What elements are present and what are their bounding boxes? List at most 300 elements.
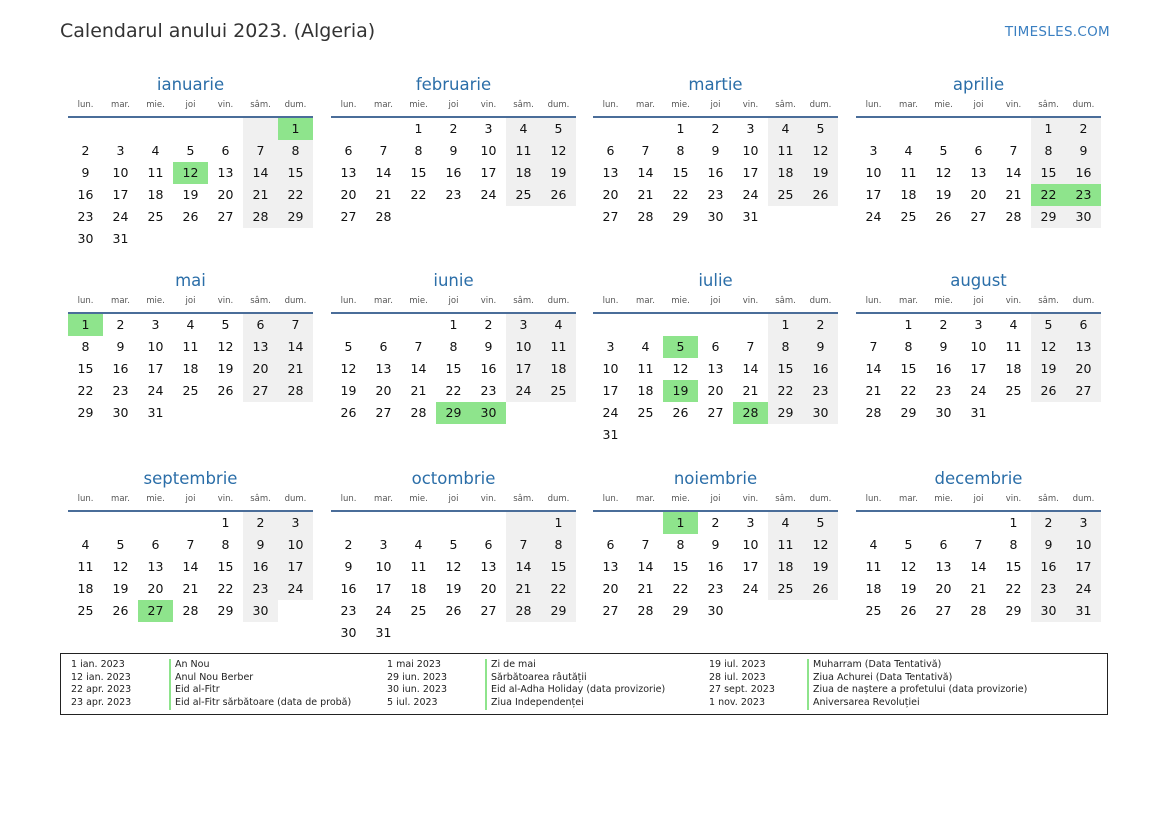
empty-cell — [593, 512, 628, 534]
holiday-day-cell: 1 — [278, 118, 313, 140]
day-cell: 4 — [768, 512, 803, 534]
empty-cell — [961, 118, 996, 140]
holiday-marker — [169, 659, 171, 672]
empty-cell — [68, 118, 103, 140]
weekday-label: mie. — [934, 494, 953, 504]
day-cell: 16 — [803, 358, 838, 380]
empty-cell — [331, 512, 366, 534]
day-cell: 5 — [116, 537, 125, 552]
weekday-label: dum. — [547, 296, 570, 306]
day-cell: 25 — [865, 603, 882, 618]
holiday-date: 1 nov. 2023 — [709, 697, 765, 709]
day-cell: 7 — [506, 534, 541, 556]
day-cell: 25 — [147, 209, 164, 224]
day-cell: 13 — [602, 559, 619, 574]
day-cell: 20 — [243, 358, 278, 380]
day-cell: 22 — [445, 383, 462, 398]
day-cell: 12 — [900, 559, 917, 574]
day-cell: 23 — [340, 603, 357, 618]
empty-cell — [208, 118, 243, 140]
weekday-label: lun. — [865, 100, 882, 110]
day-cell: 9 — [243, 534, 278, 556]
day-cell: 31 — [970, 405, 987, 420]
day-cell: 15 — [217, 559, 234, 574]
day-cell: 29 — [900, 405, 917, 420]
day-cell: 18 — [637, 383, 654, 398]
empty-cell — [856, 314, 891, 336]
day-cell: 16 — [1031, 556, 1066, 578]
day-cell: 2 — [939, 317, 948, 332]
day-cell: 21 — [865, 383, 882, 398]
weekday-header — [593, 100, 838, 114]
weekday-label: lun. — [340, 296, 357, 306]
day-cell: 16 — [112, 361, 129, 376]
empty-cell — [996, 118, 1031, 140]
day-cell: 3 — [506, 314, 541, 336]
weekday-label: mar. — [636, 296, 655, 306]
day-cell: 19 — [1031, 358, 1066, 380]
holiday-date: 30 iun. 2023 — [387, 684, 448, 696]
legend-item — [387, 659, 665, 672]
weekday-header — [331, 100, 576, 114]
day-cell: 18 — [147, 187, 164, 202]
day-cell: 17 — [865, 187, 882, 202]
holiday-day-cell: 27 — [138, 600, 173, 622]
day-cell: 20 — [970, 187, 987, 202]
day-cell: 8 — [541, 534, 576, 556]
day-cell: 6 — [379, 339, 388, 354]
month-iulie — [593, 270, 838, 446]
day-cell: 8 — [1009, 537, 1018, 552]
holiday-name: Ziua de naștere a profetului (data provizorie) — [813, 684, 1028, 696]
weekday-header — [331, 296, 576, 310]
day-cell: 7 — [414, 339, 423, 354]
day-cell: 3 — [746, 121, 755, 136]
month-mai — [68, 270, 313, 424]
day-cell: 17 — [375, 581, 392, 596]
holiday-day-cell: 5 — [663, 336, 698, 358]
empty-cell — [138, 118, 173, 140]
empty-cell — [506, 512, 541, 534]
holiday-name: Ziua Achurei (Data Tentativă) — [813, 671, 953, 683]
weekday-header — [856, 296, 1101, 310]
weekday-label: mie. — [409, 100, 428, 110]
day-cell: 18 — [506, 162, 541, 184]
day-cell: 2 — [344, 537, 353, 552]
day-cell: 5 — [904, 537, 913, 552]
day-cell: 30 — [1031, 600, 1066, 622]
day-cell: 18 — [768, 162, 803, 184]
holiday-name: Ziua Independenței — [491, 697, 584, 709]
holiday-date: 12 ian. 2023 — [71, 671, 131, 683]
day-cell: 12 — [445, 559, 462, 574]
holiday-name: An Nou — [175, 659, 210, 670]
holiday-marker — [485, 672, 487, 685]
weekday-label: sâm. — [513, 100, 534, 110]
weekday-label: mar. — [899, 494, 918, 504]
day-cell: 20 — [602, 187, 619, 202]
day-cell: 5 — [344, 339, 353, 354]
day-cell: 24 — [865, 209, 882, 224]
day-cell: 14 — [375, 165, 392, 180]
day-cell: 12 — [1031, 336, 1066, 358]
day-cell: 21 — [970, 581, 987, 596]
day-cell: 30 — [707, 603, 724, 618]
weekday-label: lun. — [77, 100, 94, 110]
day-cell: 18 — [900, 187, 917, 202]
day-cell: 6 — [606, 143, 615, 158]
day-cell: 9 — [711, 143, 720, 158]
weekday-label: vin. — [217, 296, 234, 306]
day-cell: 28 — [410, 405, 427, 420]
day-cell: 29 — [541, 600, 576, 622]
day-cell: 21 — [637, 187, 654, 202]
holiday-marker — [169, 684, 171, 697]
day-cell: 4 — [414, 537, 423, 552]
weekday-label: vin. — [217, 100, 234, 110]
weekday-label: dum. — [547, 100, 570, 110]
day-cell: 22 — [1005, 581, 1022, 596]
weekday-label: vin. — [742, 296, 759, 306]
day-cell: 16 — [340, 581, 357, 596]
day-cell: 1 — [1009, 515, 1018, 530]
day-cell: 18 — [865, 581, 882, 596]
holiday-marker — [169, 697, 171, 710]
day-cell: 3 — [869, 143, 878, 158]
day-cell: 10 — [278, 534, 313, 556]
weekday-label: joi — [710, 494, 721, 504]
day-cell: 8 — [904, 339, 913, 354]
holiday-day-cell: 1 — [68, 314, 103, 336]
legend-column — [71, 659, 351, 710]
day-cell: 22 — [900, 383, 917, 398]
day-cell: 2 — [1066, 118, 1101, 140]
month-title: iulie — [698, 271, 733, 290]
empty-cell — [891, 512, 926, 534]
day-cell: 13 — [935, 559, 952, 574]
weekday-label: dum. — [809, 494, 832, 504]
day-cell: 14 — [742, 361, 759, 376]
holiday-date: 19 iul. 2023 — [709, 659, 766, 670]
day-cell: 25 — [900, 209, 917, 224]
day-cell: 22 — [217, 581, 234, 596]
weekday-label: sâm. — [513, 296, 534, 306]
weekday-label: mar. — [636, 100, 655, 110]
day-cell: 19 — [217, 361, 234, 376]
day-cell: 3 — [484, 121, 493, 136]
day-cell: 29 — [217, 603, 234, 618]
day-cell: 7 — [278, 314, 313, 336]
days-grid — [856, 118, 1101, 228]
day-cell: 2 — [449, 121, 458, 136]
day-cell: 28 — [182, 603, 199, 618]
empty-cell — [401, 314, 436, 336]
weekday-label: mar. — [374, 100, 393, 110]
day-cell: 14 — [506, 556, 541, 578]
holiday-date: 5 iul. 2023 — [387, 697, 438, 709]
day-cell: 20 — [340, 187, 357, 202]
weekday-label: joi — [710, 100, 721, 110]
legend-item — [387, 697, 665, 710]
empty-cell — [173, 118, 208, 140]
empty-cell — [961, 512, 996, 534]
day-cell: 13 — [340, 165, 357, 180]
day-cell: 15 — [672, 165, 689, 180]
day-cell: 31 — [112, 231, 129, 246]
day-cell: 26 — [445, 603, 462, 618]
day-cell: 16 — [707, 559, 724, 574]
day-cell: 8 — [676, 537, 685, 552]
weekday-label: lun. — [77, 494, 94, 504]
day-cell: 20 — [480, 581, 497, 596]
day-cell: 22 — [541, 578, 576, 600]
day-cell: 24 — [1066, 578, 1101, 600]
weekday-label: dum. — [284, 494, 307, 504]
day-cell: 20 — [602, 581, 619, 596]
weekday-label: lun. — [602, 296, 619, 306]
day-cell: 1 — [1031, 118, 1066, 140]
holiday-name: Sărbătoarea râutății — [491, 671, 587, 683]
day-cell: 26 — [112, 603, 129, 618]
day-cell: 12 — [112, 559, 129, 574]
day-cell: 7 — [379, 143, 388, 158]
day-cell: 17 — [970, 361, 987, 376]
holiday-marker — [807, 697, 809, 710]
day-cell: 14 — [410, 361, 427, 376]
day-cell: 3 — [606, 339, 615, 354]
month-noiembrie — [593, 468, 838, 622]
day-cell: 22 — [278, 184, 313, 206]
day-cell: 2 — [484, 317, 493, 332]
day-cell: 7 — [186, 537, 195, 552]
day-cell: 26 — [541, 184, 576, 206]
day-cell: 11 — [410, 559, 427, 574]
day-cell: 9 — [1066, 140, 1101, 162]
day-cell: 3 — [746, 515, 755, 530]
days-grid — [593, 512, 838, 622]
days-grid — [331, 118, 576, 228]
day-cell: 4 — [869, 537, 878, 552]
days-grid — [856, 512, 1101, 622]
day-cell: 15 — [410, 165, 427, 180]
day-cell: 6 — [1066, 314, 1101, 336]
day-cell: 27 — [340, 209, 357, 224]
day-cell: 21 — [410, 383, 427, 398]
day-cell: 27 — [602, 209, 619, 224]
day-cell: 19 — [935, 187, 952, 202]
day-cell: 13 — [602, 165, 619, 180]
day-cell: 3 — [278, 512, 313, 534]
day-cell: 26 — [935, 209, 952, 224]
month-title: septembrie — [143, 469, 238, 488]
weekday-label: mar. — [111, 494, 130, 504]
day-cell: 1 — [904, 317, 913, 332]
month-martie — [593, 74, 838, 228]
empty-cell — [856, 512, 891, 534]
day-cell: 5 — [939, 143, 948, 158]
empty-cell — [926, 512, 961, 534]
empty-cell — [103, 118, 138, 140]
holiday-day-cell: 29 — [436, 402, 471, 424]
day-cell: 30 — [803, 402, 838, 424]
day-cell: 2 — [1031, 512, 1066, 534]
weekday-label: mar. — [111, 296, 130, 306]
holiday-name: Zi de mai — [491, 659, 536, 670]
day-cell: 26 — [340, 405, 357, 420]
month-title: iunie — [433, 271, 474, 290]
day-cell: 11 — [541, 336, 576, 358]
day-cell: 21 — [182, 581, 199, 596]
day-cell: 23 — [77, 209, 94, 224]
day-cell: 30 — [112, 405, 129, 420]
month-title: noiembrie — [673, 469, 758, 488]
day-cell: 1 — [676, 121, 685, 136]
day-cell: 9 — [484, 339, 493, 354]
holiday-day-cell: 12 — [173, 162, 208, 184]
day-cell: 12 — [672, 361, 689, 376]
day-cell: 27 — [1066, 380, 1101, 402]
empty-cell — [331, 314, 366, 336]
weekday-label: mie. — [934, 100, 953, 110]
day-cell: 26 — [803, 578, 838, 600]
weekday-label: vin. — [480, 296, 497, 306]
day-cell: 21 — [637, 581, 654, 596]
day-cell: 6 — [974, 143, 983, 158]
holiday-date: 29 iun. 2023 — [387, 671, 448, 683]
days-grid — [331, 314, 576, 424]
day-cell: 3 — [116, 143, 125, 158]
day-cell: 24 — [970, 383, 987, 398]
page-title: Calendarul anului 2023. (Algeria) — [60, 20, 376, 42]
day-cell: 3 — [1066, 512, 1101, 534]
day-cell: 28 — [1005, 209, 1022, 224]
legend-item — [71, 672, 351, 685]
day-cell: 27 — [935, 603, 952, 618]
weekday-label: sâm. — [775, 100, 796, 110]
weekday-header — [68, 494, 313, 508]
month-septembrie — [68, 468, 313, 622]
day-cell: 20 — [375, 383, 392, 398]
weekday-label: lun. — [602, 494, 619, 504]
legend-item — [709, 672, 1027, 685]
day-cell: 14 — [637, 165, 654, 180]
weekday-label: joi — [973, 494, 984, 504]
legend-item — [71, 697, 351, 710]
days-grid — [856, 314, 1101, 424]
day-cell: 24 — [278, 578, 313, 600]
day-cell: 5 — [1031, 314, 1066, 336]
day-cell: 2 — [711, 515, 720, 530]
holiday-marker — [485, 659, 487, 672]
weekday-label: mie. — [671, 494, 690, 504]
holiday-legend — [60, 653, 1108, 715]
days-grid — [331, 512, 576, 644]
day-cell: 11 — [768, 140, 803, 162]
weekday-label: joi — [185, 296, 196, 306]
day-cell: 25 — [637, 405, 654, 420]
holiday-day-cell: 22 — [1031, 184, 1066, 206]
day-cell: 27 — [602, 603, 619, 618]
empty-cell — [856, 118, 891, 140]
day-cell: 15 — [278, 162, 313, 184]
day-cell: 8 — [768, 336, 803, 358]
weekday-header — [68, 296, 313, 310]
day-cell: 27 — [243, 380, 278, 402]
day-cell: 16 — [1066, 162, 1101, 184]
holiday-date: 28 iul. 2023 — [709, 671, 766, 683]
day-cell: 5 — [449, 537, 458, 552]
weekday-label: mar. — [899, 296, 918, 306]
day-cell: 22 — [410, 187, 427, 202]
empty-cell — [401, 512, 436, 534]
day-cell: 29 — [768, 402, 803, 424]
day-cell: 30 — [935, 405, 952, 420]
day-cell: 5 — [221, 317, 230, 332]
day-cell: 28 — [243, 206, 278, 228]
day-cell: 4 — [186, 317, 195, 332]
day-cell: 6 — [344, 143, 353, 158]
day-cell: 10 — [147, 339, 164, 354]
day-cell: 19 — [541, 162, 576, 184]
empty-cell — [173, 512, 208, 534]
weekday-label: joi — [710, 296, 721, 306]
empty-cell — [331, 118, 366, 140]
day-cell: 8 — [676, 143, 685, 158]
empty-cell — [698, 314, 733, 336]
weekday-label: dum. — [809, 100, 832, 110]
day-cell: 16 — [707, 165, 724, 180]
day-cell: 15 — [77, 361, 94, 376]
day-cell: 15 — [672, 559, 689, 574]
day-cell: 31 — [602, 427, 619, 442]
legend-item — [709, 697, 1027, 710]
legend-item — [709, 659, 1027, 672]
day-cell: 21 — [506, 578, 541, 600]
day-cell: 17 — [602, 383, 619, 398]
day-cell: 9 — [803, 336, 838, 358]
days-grid — [593, 314, 838, 446]
day-cell: 18 — [768, 556, 803, 578]
weekday-label: lun. — [602, 100, 619, 110]
empty-cell — [733, 314, 768, 336]
day-cell: 1 — [449, 317, 458, 332]
empty-cell — [628, 512, 663, 534]
day-cell: 11 — [77, 559, 94, 574]
weekday-header — [856, 494, 1101, 508]
day-cell: 16 — [480, 361, 497, 376]
legend-item — [709, 684, 1027, 697]
day-cell: 31 — [375, 625, 392, 640]
day-cell: 13 — [147, 559, 164, 574]
weekday-label: mie. — [671, 296, 690, 306]
day-cell: 14 — [1005, 165, 1022, 180]
day-cell: 21 — [243, 184, 278, 206]
empty-cell — [663, 314, 698, 336]
day-cell: 9 — [344, 559, 353, 574]
day-cell: 5 — [186, 143, 195, 158]
weekday-header — [68, 100, 313, 114]
brand-logo-text[interactable]: TIMESLES.COM — [1004, 24, 1110, 40]
weekday-label: mie. — [934, 296, 953, 306]
day-cell: 27 — [375, 405, 392, 420]
weekday-label: sâm. — [1038, 296, 1059, 306]
day-cell: 10 — [742, 143, 759, 158]
day-cell: 4 — [541, 314, 576, 336]
day-cell: 31 — [742, 209, 759, 224]
day-cell: 28 — [278, 380, 313, 402]
day-cell: 17 — [112, 187, 129, 202]
weekday-label: mar. — [111, 100, 130, 110]
